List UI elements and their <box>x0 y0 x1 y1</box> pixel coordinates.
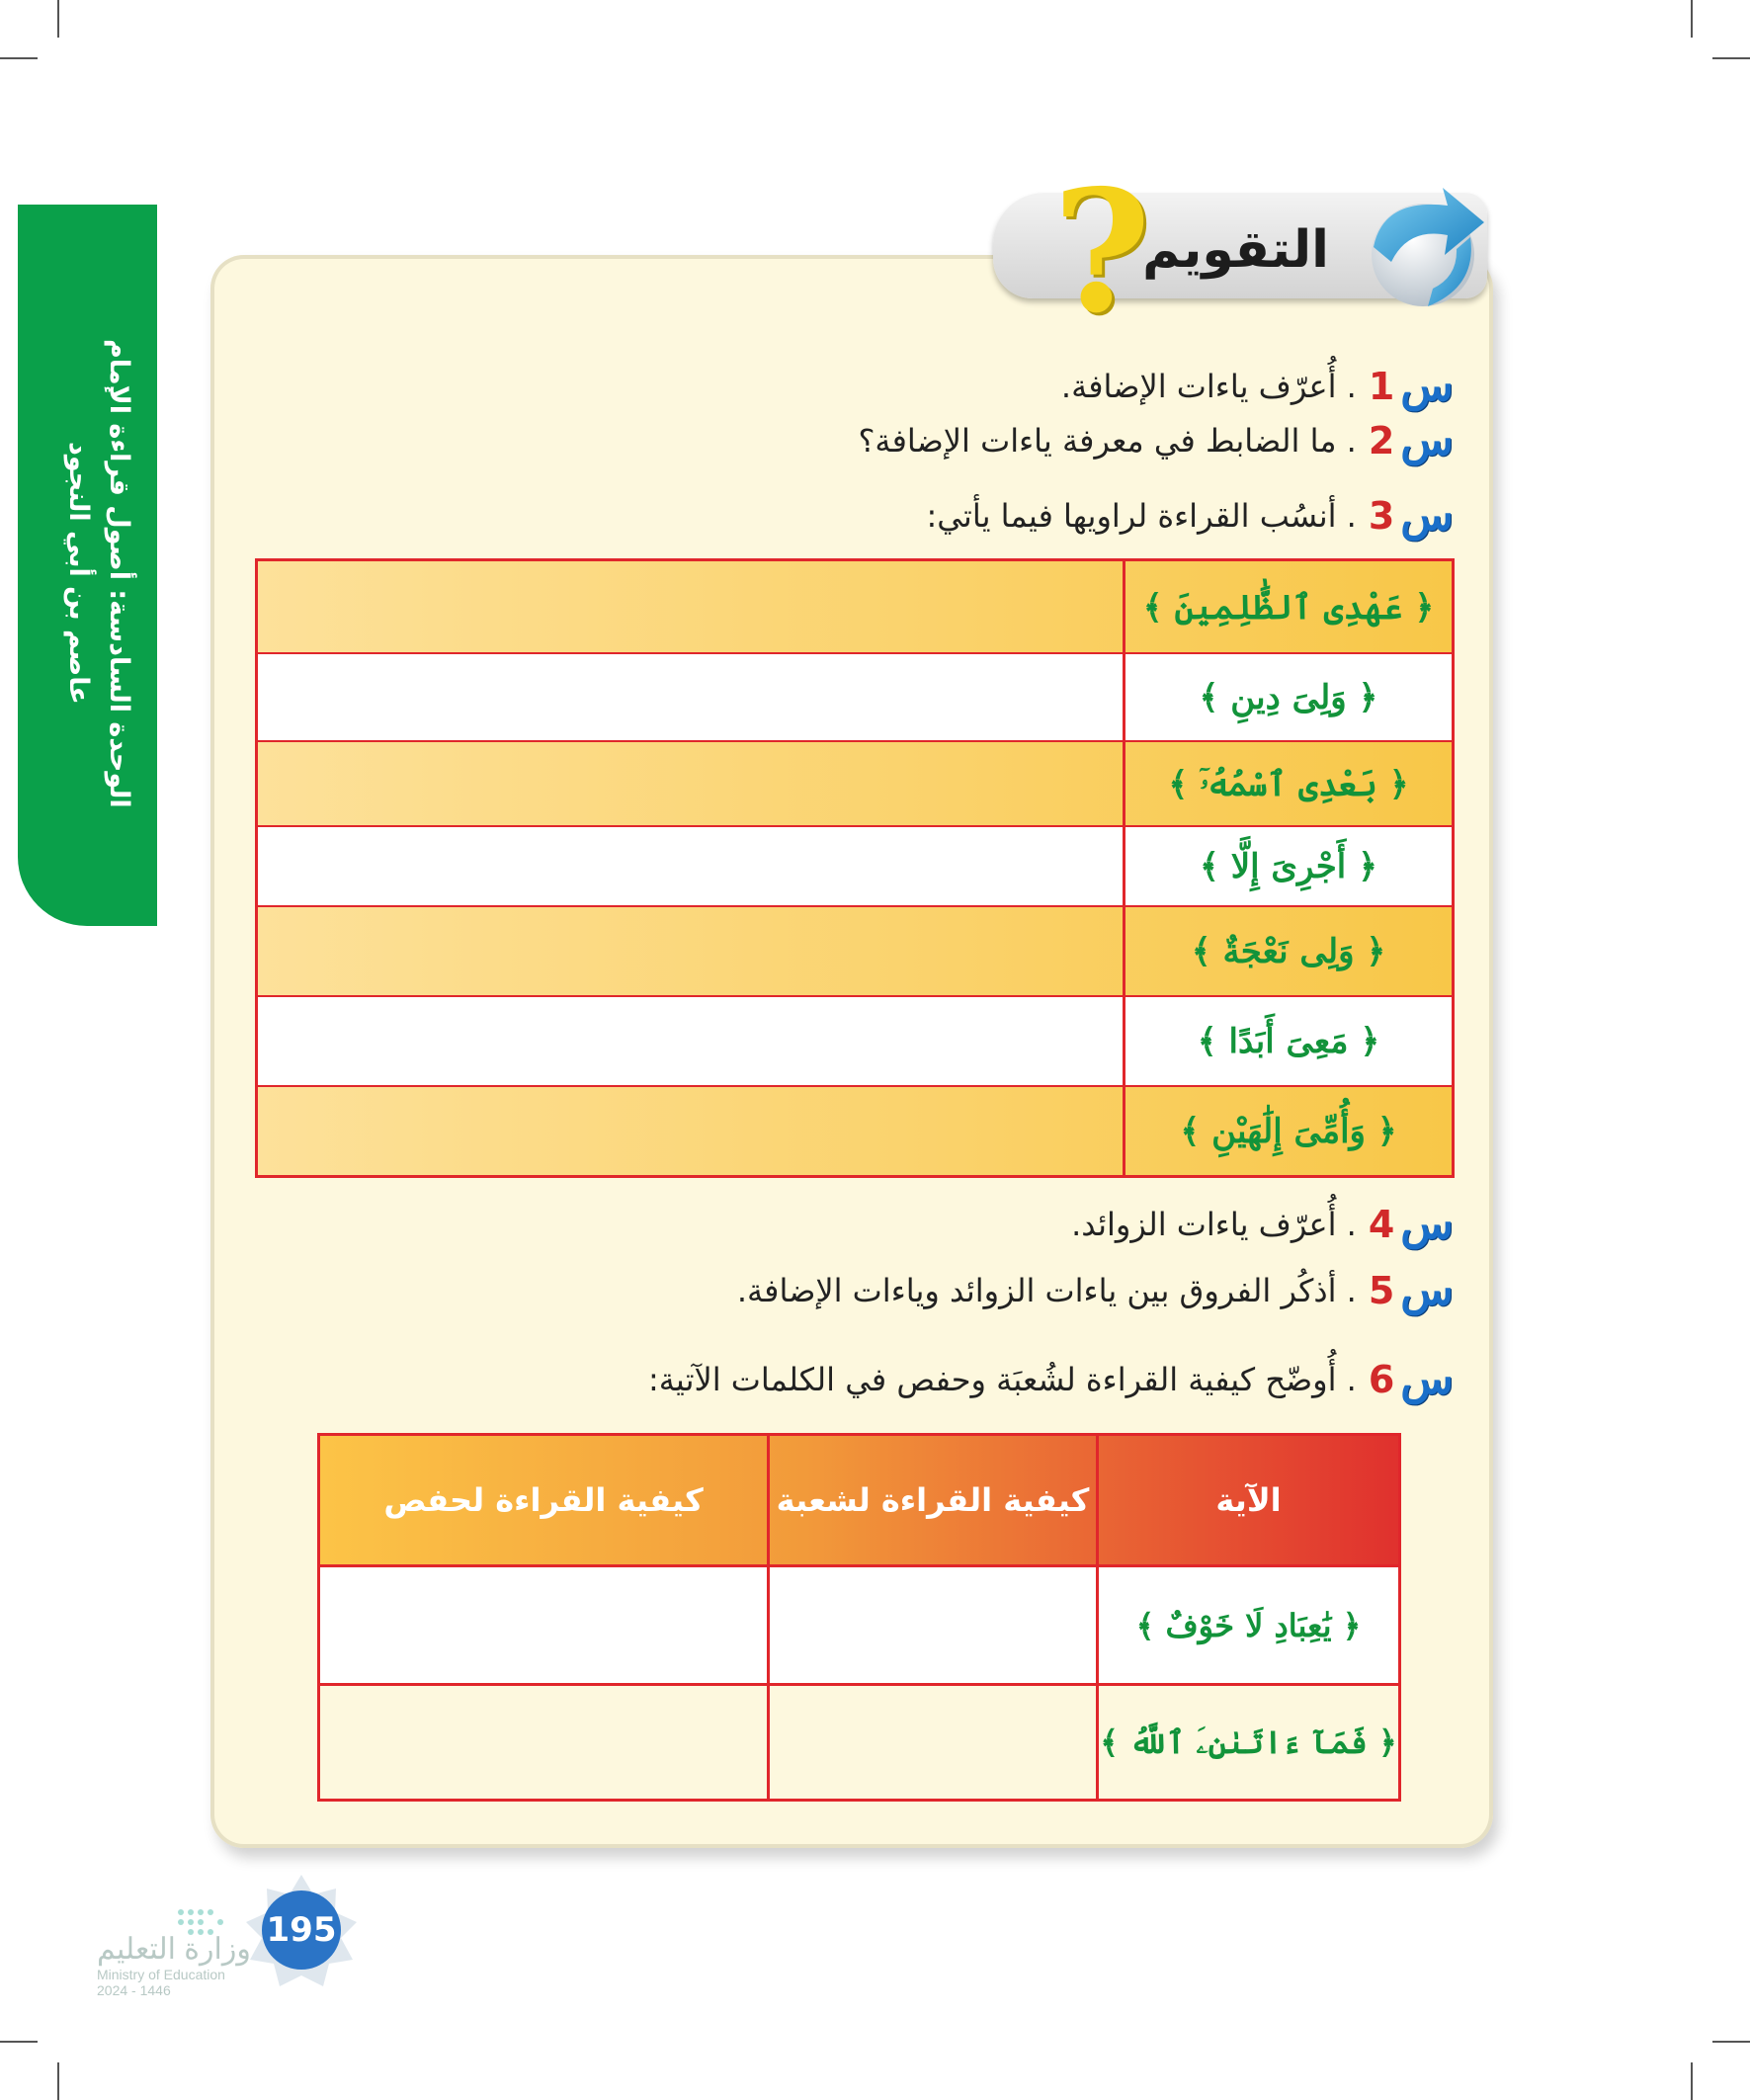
question-number: 5 <box>1368 1268 1395 1312</box>
question-text: . أُوضّح كيفية القراءة لشُعبَة وحفص في الكلمات الآتية: <box>647 1360 1357 1398</box>
question-number: 4 <box>1368 1202 1395 1246</box>
answer-cell[interactable] <box>258 997 1125 1085</box>
unit-title-line2: عاصم بن أبي النجود <box>63 442 94 705</box>
unit-title-line1: الوحدة السادسة: أصول قراءة الإمام <box>104 338 134 808</box>
verse-cell: ﴿ وَلِى نَعْجَةٌ ﴾ <box>1191 932 1386 971</box>
question-mark-icon: ? <box>1052 153 1151 351</box>
question-badge-icon: س <box>1400 1265 1454 1315</box>
table-row <box>320 1683 1398 1799</box>
crop-mark <box>57 2062 59 2100</box>
question-badge-icon: س <box>1400 415 1454 465</box>
question-number: 2 <box>1368 418 1395 462</box>
question-2 <box>858 415 1454 465</box>
answer-cell[interactable] <box>258 827 1125 905</box>
crop-mark <box>1691 0 1693 38</box>
verse-cell: ﴿ وَلِىَ دِينِ ﴾ <box>1199 678 1378 717</box>
question-badge-icon: س <box>1400 1354 1454 1404</box>
crop-mark <box>0 57 38 59</box>
crop-mark <box>57 0 59 38</box>
question-4 <box>1071 1199 1454 1249</box>
verse-cell: ﴿ وَأُمِّىَ إِلَٰهَيْنِ ﴾ <box>1180 1112 1397 1151</box>
question-text: . ما الضابط في معرفة ياءات الإضافة؟ <box>858 421 1357 460</box>
header-shuba: كيفية القراءة لشعبة <box>767 1436 1096 1564</box>
header-hafs: كيفية القراءة لحفص <box>383 1481 704 1519</box>
table-row <box>258 995 1452 1085</box>
hafs-answer-cell[interactable] <box>320 1567 767 1683</box>
hafs-answer-cell[interactable] <box>320 1686 767 1799</box>
question-badge-icon: س <box>1400 1199 1454 1249</box>
verse-cell: ﴿ مَعِىَ أَبَدًا ﴾ <box>1197 1022 1380 1061</box>
table-header-row <box>320 1436 1398 1564</box>
ministry-name-en: Ministry of Education <box>97 1967 225 1982</box>
header-verse: الآية <box>1096 1436 1398 1564</box>
answer-cell[interactable] <box>258 907 1125 995</box>
crop-mark <box>1691 2062 1693 2100</box>
answer-cell[interactable] <box>258 742 1125 825</box>
ministry-name-ar: وزارة التعليم <box>97 1933 251 1966</box>
table-row <box>258 652 1452 740</box>
question-text: . أذكُر الفروق بين ياءات الزوائد وياءات الإضافة. <box>736 1271 1357 1309</box>
question-3 <box>926 490 1454 541</box>
question-6 <box>648 1354 1454 1404</box>
reading-method-table <box>317 1433 1401 1802</box>
verse-cell: ﴿ أَجْرِىَ إِلَّا ﴾ <box>1199 847 1378 886</box>
question-badge-icon: س <box>1400 361 1454 411</box>
crop-mark <box>0 2041 38 2043</box>
narrator-table <box>255 558 1455 1178</box>
answer-cell[interactable] <box>258 654 1125 740</box>
shuba-answer-cell[interactable] <box>767 1686 1096 1799</box>
crop-mark <box>1712 2041 1750 2043</box>
question-number: 6 <box>1368 1357 1395 1401</box>
question-text: . أنسُب القراءة لراويها فيما يأتي: <box>926 496 1357 535</box>
question-5 <box>737 1265 1454 1315</box>
verse-cell: ﴿ عَهْدِى ٱلظَّٰلِمِينَ ﴾ <box>1142 587 1435 628</box>
page-number: 195 <box>266 1910 337 1950</box>
verse-cell: ﴿ بَعْدِى ٱسْمُهُۥٓ ﴾ <box>1168 764 1409 804</box>
verse-cell: ﴿ يَٰعِبَادِ لَا خَوْفٌ ﴾ <box>1096 1567 1398 1683</box>
question-text: . أُعرّف ياءات الإضافة. <box>1060 367 1357 405</box>
shuba-answer-cell[interactable] <box>767 1567 1096 1683</box>
globe-arrow-icon <box>1354 178 1492 316</box>
answer-cell[interactable] <box>258 561 1125 652</box>
table-row <box>258 905 1452 995</box>
crop-mark <box>1712 57 1750 59</box>
verse-cell: ﴿ فَمَآ ءَاتَىٰنِۦَ ٱللَّهُ ﴾ <box>1096 1686 1398 1799</box>
table-row <box>258 740 1452 825</box>
question-number: 3 <box>1368 493 1395 538</box>
table-row <box>258 825 1452 905</box>
ministry-logo <box>97 1932 255 1998</box>
page-title: التقويم <box>1142 220 1329 280</box>
question-badge-icon: س <box>1400 490 1454 541</box>
question-1 <box>1061 361 1454 411</box>
table-row <box>258 561 1452 652</box>
edition-year: 2024 - 1446 <box>97 1982 171 1998</box>
unit-side-title <box>40 296 158 850</box>
question-number: 1 <box>1368 364 1395 408</box>
question-text: . أُعرّف ياءات الزوائد. <box>1071 1205 1357 1243</box>
answer-cell[interactable] <box>258 1087 1125 1175</box>
table-row <box>320 1564 1398 1683</box>
table-row <box>258 1085 1452 1175</box>
